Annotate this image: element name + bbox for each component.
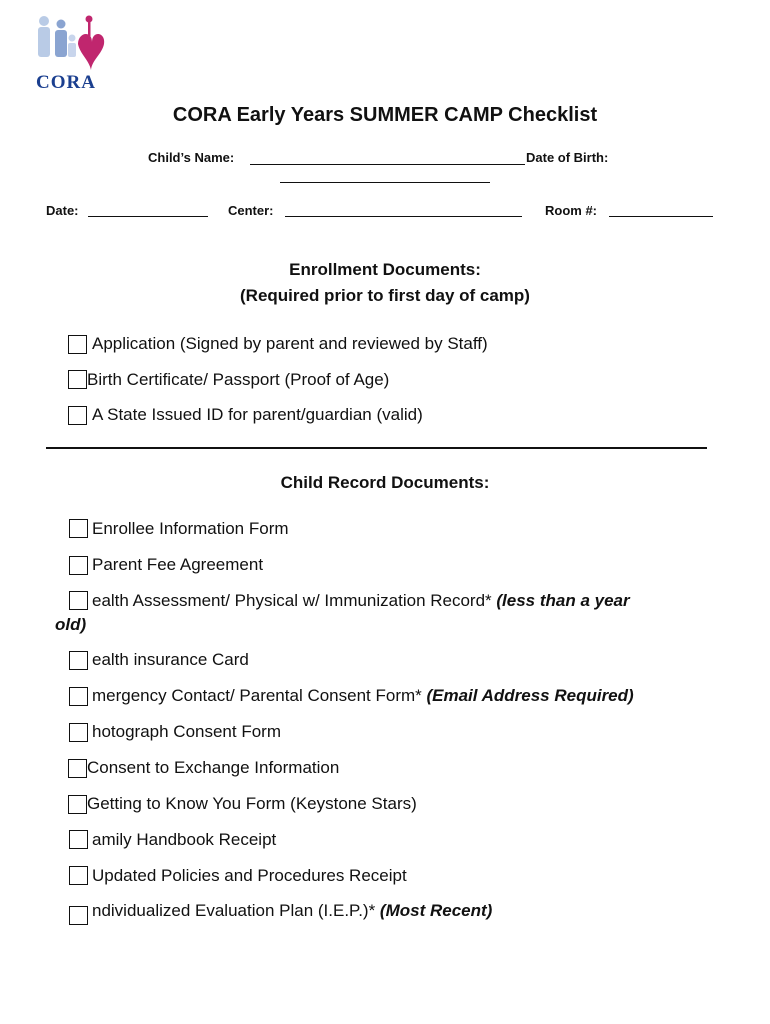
cora-logo: [34, 14, 106, 96]
item-consent-exchange: Consent to Exchange Information: [87, 758, 340, 777]
date-field[interactable]: [88, 216, 208, 217]
checkbox-birth-certificate[interactable]: [68, 370, 87, 389]
item-iep: [92, 900, 492, 922]
checkbox-getting-to-know[interactable]: [68, 795, 87, 814]
checkbox-emergency-contact[interactable]: [69, 687, 88, 706]
child-name-field[interactable]: [250, 164, 525, 165]
item-policies: Updated Policies and Procedures Receipt: [92, 866, 407, 885]
enrollment-subheading: (Required prior to first day of camp): [240, 286, 530, 305]
dob-label: Date of Birth:: [526, 150, 609, 165]
page-title: CORA Early Years SUMMER CAMP Checklist: [172, 104, 598, 126]
family-figures-icon: [34, 14, 106, 74]
section-divider: [46, 447, 707, 449]
checkbox-consent-exchange[interactable]: [68, 759, 87, 778]
logo-wordmark: CORA: [36, 72, 96, 93]
checkbox-state-id[interactable]: [68, 406, 87, 425]
checkbox-iep[interactable]: [69, 906, 88, 925]
item-emergency-contact-text: mergency Contact/ Parental Consent Form*: [92, 686, 427, 705]
child-name-label: Child’s Name:: [148, 150, 235, 165]
checkbox-health-assessment[interactable]: [69, 591, 88, 610]
checkbox-application[interactable]: [68, 335, 87, 354]
room-field[interactable]: [609, 216, 713, 217]
checkbox-family-handbook[interactable]: [69, 830, 88, 849]
item-state-id: A State Issued ID for parent/guardian (valid): [92, 405, 423, 424]
center-label: Center:: [228, 203, 274, 218]
checkbox-policies[interactable]: [69, 866, 88, 885]
checkbox-parent-fee[interactable]: [69, 556, 88, 575]
item-iep-note: (Most Recent): [379, 901, 493, 920]
item-iep-text: ndividualized Evaluation Plan (I.E.P.)*: [92, 901, 380, 920]
checkbox-enrollee-info[interactable]: [69, 519, 88, 538]
item-enrollee-info: Enrollee Information Form: [92, 519, 289, 538]
item-emergency-contact-note: (Email Address Required): [426, 686, 634, 705]
child-record-heading: Child Record Documents:: [280, 473, 490, 492]
item-health-assessment-text: ealth Assessment/ Physical w/ Immunization Record*: [92, 591, 497, 610]
item-health-assessment: [92, 590, 630, 612]
date-label: Date:: [46, 203, 79, 218]
dob-field[interactable]: [280, 182, 490, 183]
item-health-assessment-note: (less than a year: [496, 591, 630, 610]
room-label: Room #:: [545, 203, 597, 218]
item-family-handbook: amily Handbook Receipt: [92, 830, 277, 849]
checkbox-photograph-consent[interactable]: [69, 723, 88, 742]
item-health-assessment-note-cont: old): [55, 615, 87, 634]
item-emergency-contact: [92, 685, 634, 707]
enrollment-heading: Enrollment Documents:: [289, 260, 481, 279]
item-getting-to-know: Getting to Know You Form (Keystone Stars): [87, 794, 417, 813]
item-parent-fee: Parent Fee Agreement: [92, 555, 264, 574]
item-birth-certificate: Birth Certificate/ Passport (Proof of Age): [87, 370, 390, 389]
item-health-insurance: ealth insurance Card: [92, 650, 249, 669]
checkbox-health-insurance[interactable]: [69, 651, 88, 670]
center-field[interactable]: [285, 216, 522, 217]
item-application: Application (Signed by parent and reviewed by Staff): [92, 334, 488, 353]
item-photograph-consent: hotograph Consent Form: [92, 722, 281, 741]
